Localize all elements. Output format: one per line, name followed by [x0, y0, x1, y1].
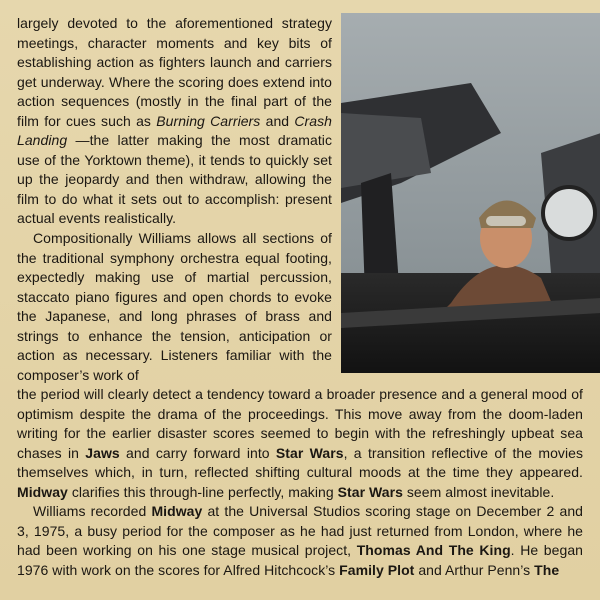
film-title: Thomas And The King: [356, 542, 511, 559]
text-run: largely devoted to the aforementioned strategy meetings, character moments and key bits of establishing action as fighters launch and carriers get underway. Where the scoring does extend into action sequences (mostly in the final part of the film for cues such as: [17, 15, 332, 129]
text-run: at the Universal Studios scoring stage on December 2 and 3, 1975, a busy period for the composer as he had just returned from London, where he had been working on his one stage musical project,: [17, 503, 583, 559]
film-title: Family Plot: [339, 561, 415, 578]
paragraph-2-start: [17, 229, 332, 385]
column-text: [17, 14, 332, 385]
full-width-text: [17, 385, 583, 580]
text-run: —the latter making the most dramatic use of the Yorktown theme), it tends to quickly set up the jeopardy and then withdraw, allowing the film to do what it sets out to accomplish: present actual events realistically.: [17, 132, 332, 227]
photo-icon: [341, 13, 600, 373]
paragraph-1: [17, 14, 332, 229]
film-title: The: [534, 561, 560, 578]
text-run: and carry forward into: [119, 444, 276, 461]
paragraph-2-continued: [17, 385, 583, 502]
film-still-photo: [341, 13, 600, 373]
text-run: and Arthur Penn’s: [414, 561, 535, 578]
paragraph-3: [17, 502, 583, 580]
text-run: the period will clearly detect a tendency toward a broader presence and a general mood of optimism despite the drama of the proceedings. This move away from the doom-laden writing for the earlier disaster scores seemed to begin with the refreshingly upbeat sea chases in: [17, 386, 583, 461]
text-run: Compositionally Williams allows all sections of the traditional symphony orchestra equal footing, expectedly making use of martial percussion, staccato piano figures and open chords to evoke the Japanese, and long phrases of brass and strings to enhance the tension, anticipation or action as necessary. Listeners familiar with the composer’s work of: [17, 230, 332, 383]
film-title: Midway: [17, 483, 68, 500]
film-title: Star Wars: [337, 483, 403, 500]
cue-title: Burning Carriers: [156, 112, 261, 129]
text-run: seem almost inevitable.: [402, 483, 555, 500]
text-run: , a transition reflective of the movies themselves which, in turn, reflected shifting cultural moods at the time they appeared.: [17, 444, 583, 481]
text-run: Williams recorded: [33, 503, 152, 520]
text-run: . He began 1976 with work on the scores for Alfred Hitchcock’s: [17, 542, 583, 578]
film-title: Jaws: [85, 444, 120, 461]
text-run: and: [260, 112, 295, 129]
film-title: Star Wars: [275, 444, 344, 461]
film-title: Midway: [151, 503, 203, 520]
text-run: clarifies this through-line perfectly, making: [67, 483, 338, 500]
cue-title: Crash Landing: [17, 112, 332, 149]
